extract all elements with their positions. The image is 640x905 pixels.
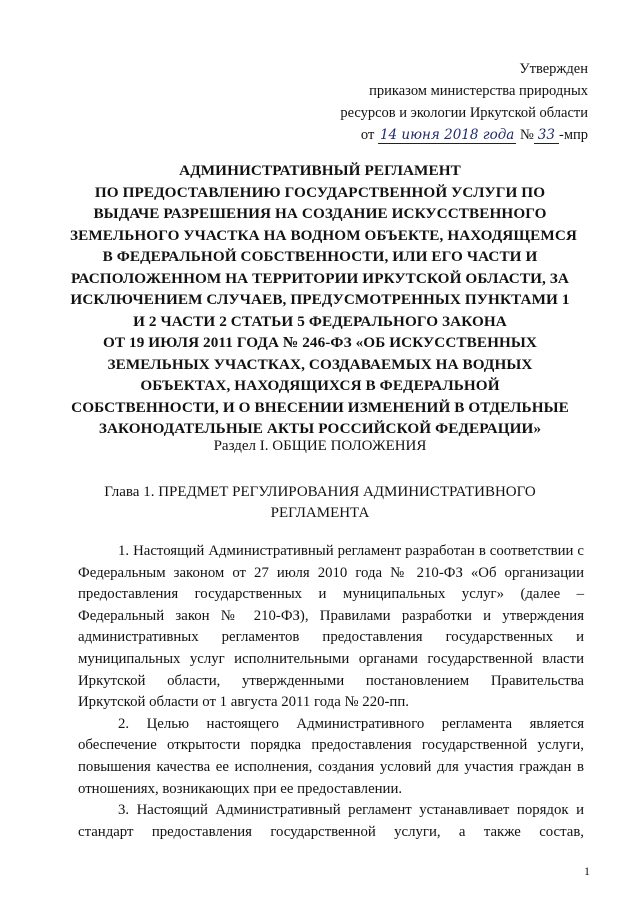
approval-number-handwritten: 33	[534, 127, 559, 144]
title-line: ЗЕМЕЛЬНОГО УЧАСТКА НА ВОДНОМ ОБЪЕКТЕ, НАХОДЯЩЕМСЯ	[70, 226, 577, 244]
paragraph-1-line: предоставления государственных и муниципальных услуг» (далее –	[78, 586, 584, 603]
paragraph-3-line: 3. Настоящий Административный регламент устанавливает порядок и	[118, 802, 584, 819]
paragraph-1-line: Федеральный закон № 210-ФЗ), Правилами разработки и утверждения	[78, 607, 584, 624]
chapter-heading	[90, 482, 550, 524]
approval-date-handwritten: 14 июня 2018 года	[379, 127, 515, 143]
paragraph-3-line: стандарт предоставления государственной услуги, а также состав,	[78, 823, 584, 840]
paragraph-1-line: административных регламентов предоставления государственных и	[78, 629, 584, 646]
chapter-line: Глава 1. ПРЕДМЕТ РЕГУЛИРОВАНИЯ АДМИНИСТРАТИВНОГО	[104, 484, 536, 500]
approval-from: от	[360, 127, 375, 143]
title-line: ОБЪЕКТАХ, НАХОДЯЩИХСЯ В ФЕДЕРАЛЬНОЙ	[140, 377, 500, 394]
title-line: АДМИНИСТРАТИВНЫЙ РЕГЛАМЕНТ	[179, 162, 461, 179]
paragraph-1-line: муниципальных услуг исполнительными органами государственной власти	[78, 650, 584, 667]
approval-line-1: Утвержден	[519, 61, 588, 77]
paragraph-2-line: отношениях, возникающих при ее предоставлении.	[78, 780, 403, 797]
paragraph-1-line: Иркутской области от 1 августа 2011 года № 220-пп.	[78, 694, 409, 711]
title-line: ОТ 19 ИЮЛЯ 2011 ГОДА № 246-ФЗ «ОБ ИСКУССТВЕННЫХ	[102, 334, 538, 351]
approval-num-sign: №	[519, 127, 534, 143]
approval-line-4	[340, 124, 588, 146]
title-line: ИСКЛЮЧЕНИЕМ СЛУЧАЕВ, ПРЕДУСМОТРЕННЫХ ПУНКТАМИ 1	[70, 291, 570, 308]
title-line: СОБСТВЕННОСТИ, И О ВНЕСЕНИИ ИЗМЕНЕНИЙ В ОТДЕЛЬНЫЕ	[71, 398, 569, 416]
approval-line-2: приказом министерства природных	[369, 83, 588, 99]
title-line: ПО ПРЕДОСТАВЛЕНИЮ ГОСУДАРСТВЕННОЙ УСЛУГИ ПО	[94, 183, 546, 201]
title-line: РАСПОЛОЖЕННОМ НА ТЕРРИТОРИИ ИРКУТСКОЙ ОБЛАСТИ, ЗА	[71, 269, 569, 287]
section-heading: Раздел I. ОБЩИЕ ПОЛОЖЕНИЯ	[213, 438, 427, 454]
paragraph-2-line: обеспечение открытости порядка предоставления государственной услуги,	[78, 737, 584, 754]
document-title	[70, 160, 577, 440]
paragraph-1-line: 1. Настоящий Административный регламент разработан в соответствии с	[118, 543, 584, 559]
title-line: И 2 ЧАСТИ 2 СТАТЬИ 5 ФЕДЕРАЛЬНОГО ЗАКОНА	[133, 312, 507, 330]
body-text	[78, 541, 584, 843]
approval-line-3: ресурсов и экологии Иркутской области	[340, 105, 588, 121]
title-line: ВЫДАЧЕ РАЗРЕШЕНИЯ НА СОЗДАНИЕ ИСКУССТВЕННОГО	[93, 205, 547, 222]
paragraph-2-line: повышения качества ее исполнения, создания условий для участия граждан в	[78, 758, 584, 775]
paragraph-2-line: 2. Целью настоящего Административного регламента является	[118, 715, 584, 732]
paragraph-1-line: Иркутской области, утвержденными постановлением Правительства	[78, 672, 584, 689]
approval-suffix: -мпр	[558, 127, 588, 143]
title-line: В ФЕДЕРАЛЬНОЙ СОБСТВЕННОСТИ, ИЛИ ЕГО ЧАСТИ И	[102, 248, 538, 265]
approval-block	[340, 58, 588, 146]
title-line: ЗЕМЕЛЬНЫХ УЧАСТКАХ, СОЗДАВАЕМЫХ НА ВОДНЫХ	[107, 355, 533, 373]
paragraph-1-line: Федеральным законом от 27 июля 2010 года № 210-ФЗ «Об организации	[78, 564, 584, 581]
chapter-line: РЕГЛАМЕНТА	[270, 505, 370, 521]
page-number: 1	[584, 864, 590, 878]
title-line: ЗАКОНОДАТЕЛЬНЫЕ АКТЫ РОССИЙСКОЙ ФЕДЕРАЦИИ»	[98, 420, 542, 437]
